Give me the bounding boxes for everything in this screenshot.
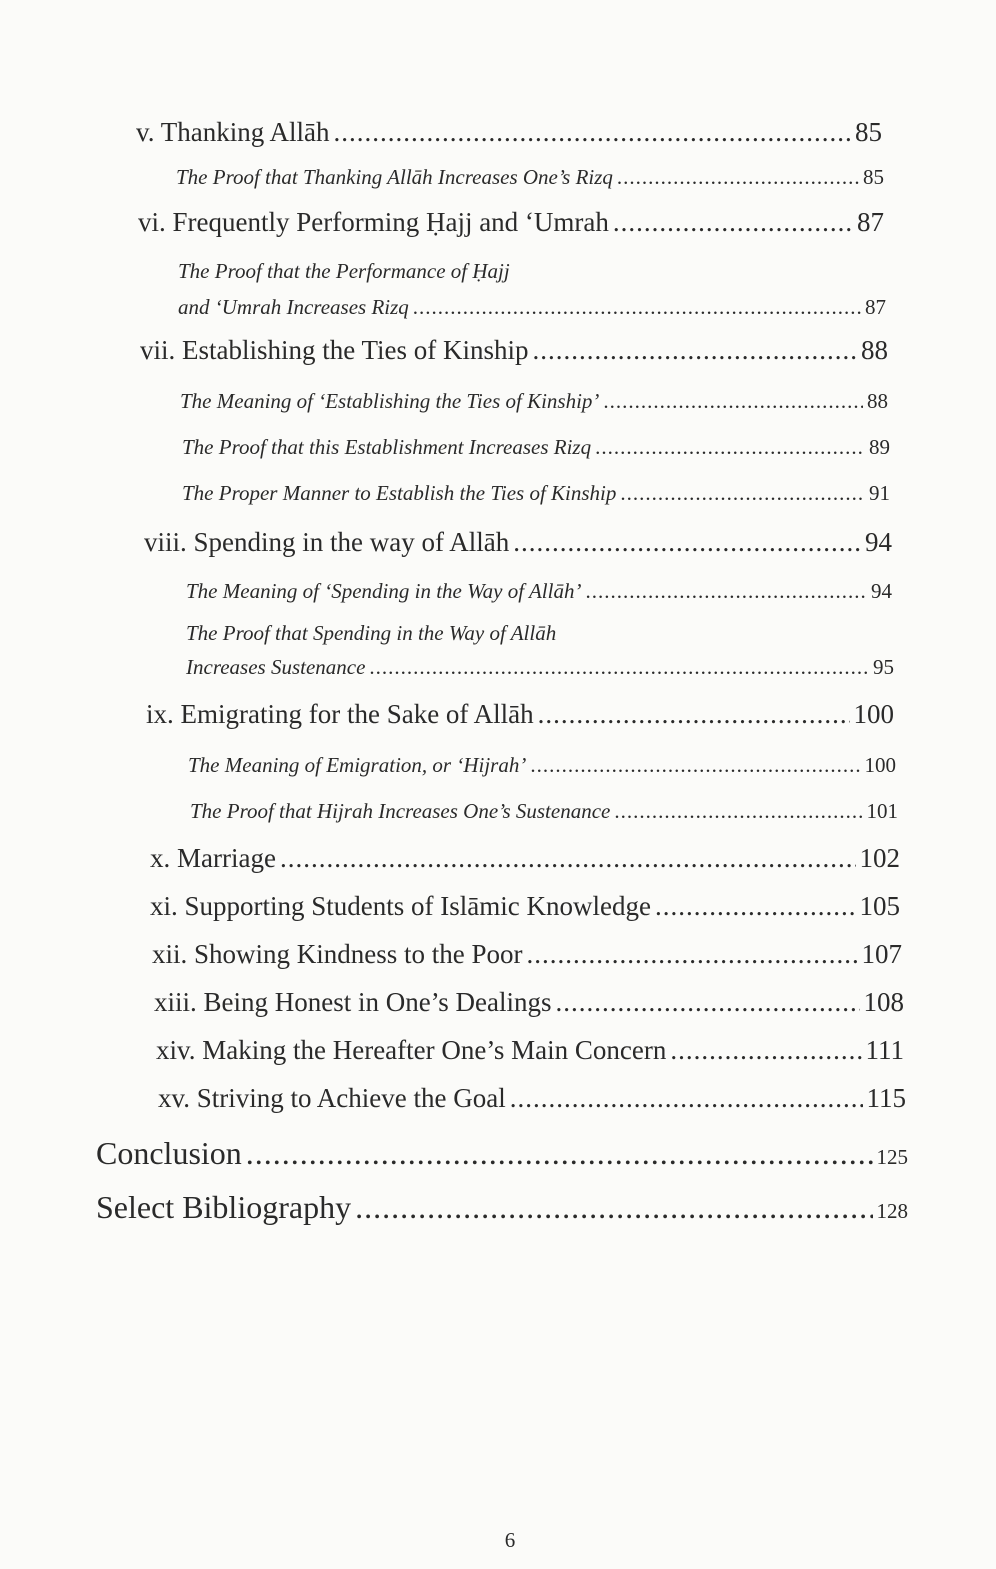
dot-leader: [527, 940, 858, 970]
toc-entry-label: The Proof that Hijrah Increases One’s Sustenance: [190, 799, 611, 823]
dot-leader: [246, 1136, 873, 1171]
toc-entry: [150, 892, 900, 922]
toc-entry: [144, 528, 892, 558]
dot-leader: [585, 580, 867, 603]
toc-entry: [140, 336, 888, 366]
toc-entry: [180, 390, 888, 413]
toc-entry: [190, 800, 898, 823]
toc-entry-label: xii. Showing Kindness to the Poor: [152, 939, 523, 969]
toc-entry-label: vii. Establishing the Ties of Kinship: [140, 335, 529, 365]
toc-page-number: 85: [863, 165, 884, 189]
toc-entry: [176, 166, 884, 189]
toc-page-number: 88: [867, 389, 888, 413]
dot-leader: [655, 892, 856, 922]
dot-leader: [413, 296, 861, 319]
dot-leader: [614, 800, 862, 823]
dot-leader: [620, 482, 865, 505]
toc-entry-label: xiv. Making the Hereafter One’s Main Concern: [156, 1035, 667, 1065]
toc-entry-label: xi. Supporting Students of Islāmic Knowledge: [150, 891, 651, 921]
toc-entry-label: Select Bibliography: [96, 1189, 352, 1225]
toc-entry-label: x. Marriage: [150, 843, 276, 873]
toc-entry: [152, 940, 902, 970]
toc-entry: [158, 1084, 906, 1114]
toc-entry: [188, 754, 896, 777]
toc-page-number: 101: [866, 799, 898, 823]
toc-entry-label: The Meaning of ‘Establishing the Ties of Kinship’: [180, 389, 600, 413]
dot-leader: [510, 1084, 863, 1114]
toc-page-number: 125: [876, 1145, 908, 1169]
toc-page-number: 91: [869, 481, 890, 505]
dot-leader: [369, 656, 869, 679]
toc-page-number: 95: [873, 655, 894, 679]
toc-entry-label: Increases Sustenance: [186, 655, 366, 679]
dot-leader: [617, 166, 859, 189]
dot-leader: [595, 436, 865, 459]
toc-entry: [96, 1136, 908, 1171]
toc-page-number: 87: [857, 207, 884, 237]
dot-leader: [280, 844, 856, 874]
toc-page-number: 94: [871, 579, 892, 603]
toc-entry-label: The Meaning of Emigration, or ‘Hijrah’: [188, 753, 527, 777]
dot-leader: [513, 528, 861, 558]
toc-page-number: 85: [855, 117, 882, 147]
toc-entry-label: and ‘Umrah Increases Rizq: [178, 295, 409, 319]
toc-entry: [186, 656, 894, 679]
toc-entry: [96, 1190, 908, 1225]
toc-page-number: 111: [865, 1035, 904, 1065]
page-number: 6: [504, 1528, 516, 1552]
dot-leader: [355, 1190, 872, 1225]
toc-entry: [154, 988, 904, 1018]
toc-entry: [178, 296, 886, 319]
toc-entry-label: xiii. Being Honest in One’s Dealings: [154, 987, 552, 1017]
toc-entry-label: v. Thanking Allāh: [136, 117, 330, 147]
toc-entry-label: viii. Spending in the way of Allāh: [144, 527, 510, 557]
toc-entry-label: ix. Emigrating for the Sake of Allāh: [146, 699, 534, 729]
toc-entry: [182, 482, 890, 505]
toc-page-number: 88: [861, 335, 888, 365]
toc-page-number: 115: [866, 1083, 906, 1113]
dot-leader: [530, 754, 860, 777]
toc-page-number: 128: [876, 1199, 908, 1223]
toc-entry-label: vi. Frequently Performing Ḥajj and ‘Umrah: [138, 207, 609, 237]
toc-page-number: 87: [865, 295, 886, 319]
toc-page-number: 105: [859, 891, 900, 921]
dot-leader: [603, 390, 863, 413]
toc-entry: [156, 1036, 904, 1066]
toc-page-number: 108: [863, 987, 904, 1017]
toc-page-number: 100: [864, 753, 896, 777]
toc-page-number: 89: [869, 435, 890, 459]
toc-entry: [138, 208, 884, 238]
toc-entry-label-line1: The Proof that Spending in the Way of Allāh: [186, 621, 557, 645]
toc-entry-label: xv. Striving to Achieve the Goal: [158, 1083, 506, 1113]
toc-entry: [186, 580, 892, 603]
toc-entry-label-line1: The Proof that the Performance of Ḥajj: [178, 259, 510, 283]
toc-entry-label: The Proper Manner to Establish the Ties of Kinship: [182, 481, 617, 505]
toc-page-number: 100: [853, 699, 894, 729]
toc-entry-label: The Proof that Thanking Allāh Increases One’s Rizq: [176, 165, 613, 189]
toc-entry: [146, 700, 894, 730]
toc-entry: [136, 118, 882, 148]
toc-page-number: 107: [861, 939, 902, 969]
toc-entry-label: Conclusion: [96, 1135, 242, 1171]
dot-leader: [333, 118, 851, 148]
dot-leader: [538, 700, 850, 730]
toc-entry-label: The Meaning of ‘Spending in the Way of Allāh’: [186, 579, 582, 603]
dot-leader: [555, 988, 859, 1018]
dot-leader: [533, 336, 857, 366]
toc-entry: [182, 436, 890, 459]
dot-leader: [613, 208, 853, 238]
toc-entry-label: The Proof that this Establishment Increases Rizq: [182, 435, 592, 459]
toc-page-number: 102: [859, 843, 900, 873]
toc-entry: [150, 844, 900, 874]
dot-leader: [670, 1036, 861, 1066]
toc-page-number: 94: [865, 527, 892, 557]
